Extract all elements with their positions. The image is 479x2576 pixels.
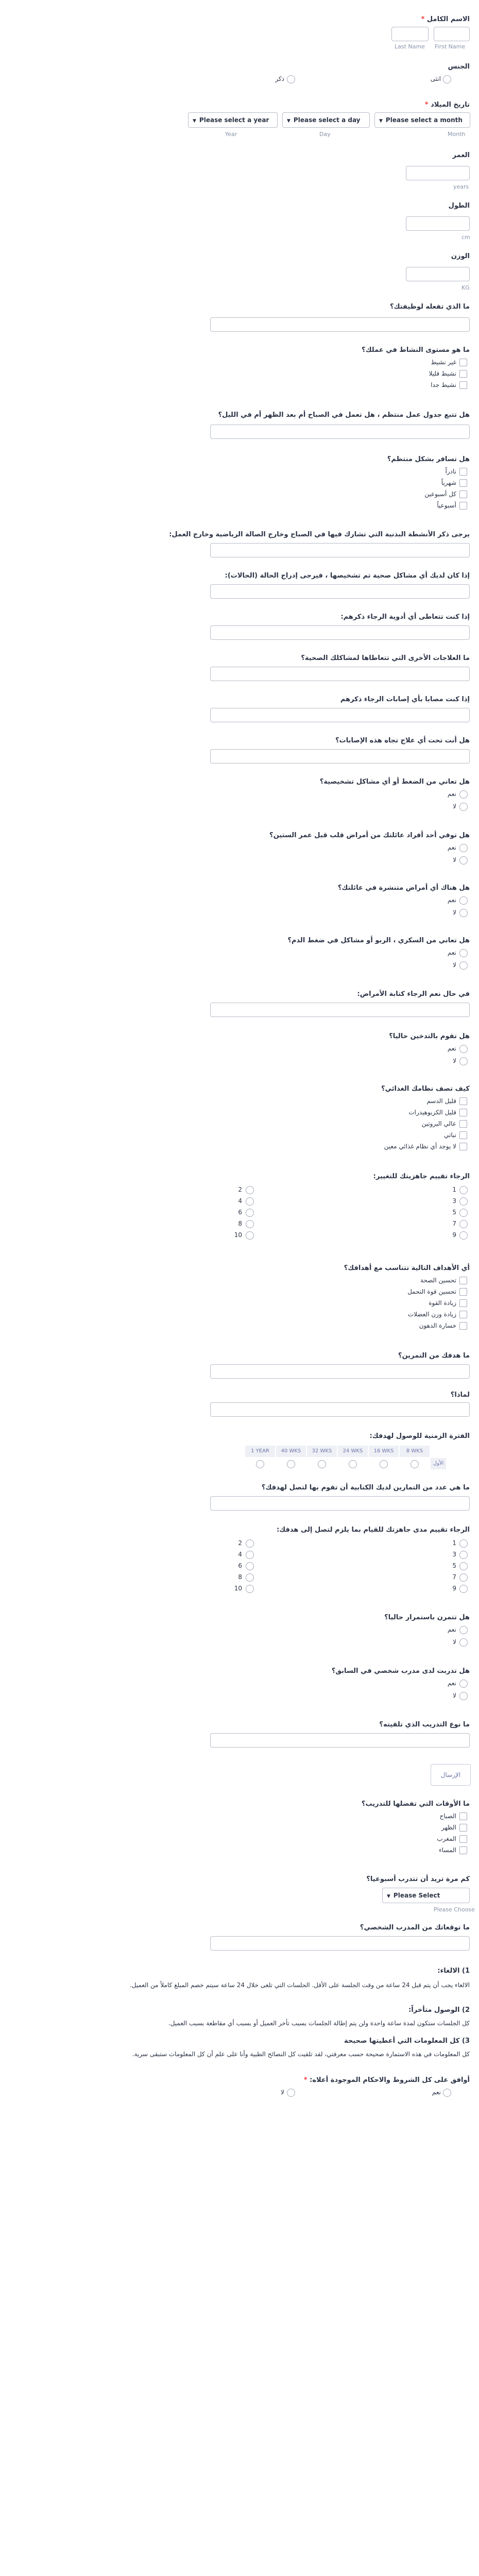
gender-option-male: ذكر	[275, 75, 284, 82]
chevron-down-icon: ▼	[287, 118, 290, 124]
gender-option-female: انثى	[430, 75, 441, 82]
readiness-radio-left-0[interactable]	[246, 1186, 254, 1194]
goals-check-3[interactable]	[459, 1299, 467, 1307]
sessions-label: ما هي عدد من التمارين لديك الكتابية أن تقوم بها لتصل لهدفك؟	[261, 1484, 470, 1492]
commit-value-right-2: 5	[452, 1562, 456, 1569]
per-week-select[interactable]: ▼ Please Select	[382, 1888, 470, 1903]
job-input[interactable]	[210, 317, 470, 332]
timeline-col-header: 24 WKS	[338, 1446, 368, 1457]
terms-cancel-text: الالغاء يجب أن يتم قبل 24 ساعة من وقت الجلسة على الأقل. الجلسات التي تلغى خلال 24 ساعة سيتم خصم المبلغ كاملاً من العميل.	[129, 1981, 470, 1989]
chevron-down-icon: ▼	[387, 1894, 390, 1899]
smoke-radio-no[interactable]	[459, 1057, 468, 1065]
trainer-radio-no[interactable]	[459, 1692, 468, 1700]
dob-year-sublabel: Year	[225, 131, 237, 138]
readiness-radio-right-1[interactable]	[459, 1197, 468, 1206]
readiness-value-right-2: 5	[452, 1209, 456, 1216]
readiness-radio-right-3[interactable]	[459, 1220, 468, 1228]
readiness-value-left-3: 8	[238, 1220, 242, 1227]
expectations-input[interactable]	[210, 1936, 470, 1951]
dob-month-sublabel: Month	[448, 131, 466, 138]
timeline-col-header: 16 WKS	[369, 1446, 399, 1457]
times-check-2[interactable]	[459, 1824, 467, 1832]
height-input[interactable]	[406, 216, 470, 231]
bp-option-yes: نعم	[447, 790, 456, 798]
diseases-input[interactable]	[210, 1003, 470, 1017]
commit-value-left-2: 6	[238, 1562, 242, 1569]
gender-radio-male[interactable]	[287, 75, 295, 83]
commit-radio-left-2[interactable]	[246, 1562, 254, 1570]
expectations-label: ما توقعاتك من المدرب الشخصي؟	[360, 1924, 470, 1931]
age-label: العمر	[452, 151, 470, 159]
times-check-3[interactable]	[459, 1835, 467, 1843]
travel-option-4: أسبوعياً	[437, 502, 456, 509]
activity-option-1: غير نشيط	[431, 359, 456, 366]
readiness-radio-left-2[interactable]	[246, 1209, 254, 1217]
age-unit: years	[453, 183, 469, 190]
timeline-radio[interactable]	[287, 1460, 295, 1468]
other-treatments-input[interactable]	[210, 667, 470, 681]
timeline-radio[interactable]	[318, 1460, 326, 1468]
goals-check-1[interactable]	[459, 1277, 467, 1284]
first-name-input[interactable]	[434, 27, 470, 41]
travel-check-3[interactable]	[459, 490, 467, 498]
times-label: ما الأوقات التي تفضلها للتدريب؟	[362, 1800, 470, 1808]
commit-value-right-4: 9	[452, 1585, 456, 1592]
readiness-value-left-4: 10	[234, 1231, 242, 1239]
travel-option-3: كل أسبوعين	[424, 490, 456, 498]
timeline-col-header: 32 WKS	[307, 1446, 337, 1457]
injuries-input[interactable]	[210, 708, 470, 722]
timeline-col-header: 8 WKS	[400, 1446, 430, 1457]
family-death-radio-yes[interactable]	[459, 844, 468, 852]
commit-value-right-0: 1	[452, 1539, 456, 1547]
goals-check-2[interactable]	[459, 1288, 467, 1296]
commit-radio-right-1[interactable]	[459, 1551, 468, 1559]
diet-option-3: عالي البروتين	[421, 1120, 456, 1127]
bp-radio-no[interactable]	[459, 803, 468, 811]
goals-check-5[interactable]	[459, 1322, 467, 1330]
readiness-radio-right-2[interactable]	[459, 1209, 468, 1217]
activity-check-3[interactable]	[459, 381, 467, 389]
injury-treatment-input[interactable]	[210, 749, 470, 764]
dob-label: تاريخ الميلاد *	[424, 101, 470, 109]
agree-option-no: لا	[281, 2089, 284, 2096]
activity-check-1[interactable]	[459, 359, 467, 366]
work-hours-label: هل تتبع جدول عمل منتظم ، هل تعمل في الصباح أم بعد الظهر أم في الليل؟	[218, 411, 470, 419]
activity-option-2: نشيط قليلا	[429, 370, 456, 377]
diabetes-option-no: لا	[453, 961, 456, 969]
smoke-option-no: لا	[453, 1057, 456, 1064]
activity-label: ما هو مستوى النشاط في عملك؟	[362, 346, 470, 354]
diet-option-1: قليل الدسم	[426, 1097, 456, 1105]
timeline-radio[interactable]	[349, 1460, 357, 1468]
terms-late-text: كل الجلسات ستكون لمدة ساعة واحدة ولن يتم إطالة الجلسات بسبب تأخر العميل أو بسبب أي مقاطعة بسبب العميل.	[168, 2020, 470, 2027]
per-week-label: كم مرة تريد أن تتدرب أسبوعيا؟	[366, 1875, 470, 1883]
travel-option-1: نادراً	[445, 468, 456, 475]
travel-check-4[interactable]	[459, 502, 467, 510]
timeline-radio[interactable]	[380, 1460, 388, 1468]
family-death-option-no: لا	[453, 856, 456, 863]
goals-option-4: زيادة وزن العضلات	[407, 1311, 456, 1318]
commit-radio-right-4[interactable]	[459, 1585, 468, 1593]
readiness-value-right-3: 7	[452, 1220, 456, 1227]
trainer-option-yes: نعم	[447, 1680, 456, 1687]
commit-radio-right-2[interactable]	[459, 1562, 468, 1570]
timeline-radio[interactable]	[410, 1460, 419, 1468]
conditions-input[interactable]	[210, 584, 470, 599]
timeline-col-header: 40 WKS	[276, 1446, 306, 1457]
commit-label: الرجاء تقييم مدى جاهزتك للقيام بما يلزم لتصل إلى هدفك:	[277, 1526, 470, 1534]
terms-info-text: كل المعلومات في هذه الاستمارة صحيحة حسب معرفتي، لقد تلقيت كل النصائح الطبية وأنا على علم أن كل المعلومات ستبقى سرية.	[132, 2050, 470, 2058]
gender-radio-female[interactable]	[443, 75, 451, 83]
sessions-input[interactable]	[210, 1496, 470, 1511]
work-hours-input[interactable]	[210, 425, 470, 439]
smoke-radio-yes[interactable]	[459, 1045, 468, 1053]
diet-check-4[interactable]	[459, 1131, 467, 1139]
goals-option-5: خسارة الدهون	[419, 1322, 456, 1329]
family-disease-label: هل هناك أي أمراض متنشرة في عائلتك؟	[337, 884, 470, 892]
diabetes-radio-yes[interactable]	[459, 949, 468, 957]
terms-info-heading: 3) كل المعلومات التي أعطيتها صحيحة	[344, 2037, 470, 2045]
agree-radio-no[interactable]	[287, 2089, 295, 2097]
why-input[interactable]	[210, 1402, 470, 1417]
diet-check-1[interactable]	[459, 1097, 467, 1105]
readiness-radio-right-0[interactable]	[459, 1186, 468, 1194]
timeline-radio[interactable]	[256, 1460, 264, 1468]
job-label: ما الذي تفعله لوظيفتك؟	[390, 303, 470, 311]
dob-month-select[interactable]: ▼ Please select a month	[374, 112, 470, 128]
family-disease-option-no: لا	[453, 909, 456, 916]
training-type-input[interactable]	[210, 1733, 470, 1748]
activity-check-2[interactable]	[459, 370, 467, 378]
goals-option-1: تحسين الصحة	[420, 1277, 456, 1284]
diseases-label: في حال نعم الرجاء كتابة الأمراض:	[357, 990, 470, 998]
weight-unit: KG	[461, 284, 470, 291]
meds-label: إذا كنت تتعاطى أي أدوية الرجاء ذكرهم:	[340, 613, 470, 621]
other-treatments-label: ما العلاجات الأخرى التي تتعاطاها لمشاكلك الصحية؟	[301, 654, 470, 662]
why-label: لماذا؟	[450, 1391, 470, 1399]
smoke-label: هل تقوم بالتدخين حاليا؟	[389, 1032, 470, 1040]
family-death-radio-no[interactable]	[459, 856, 468, 865]
training-goal-label: ما هدفك من التمرين؟	[398, 1352, 470, 1360]
gym-now-label: هل تتمرن باستمرار حاليا؟	[384, 1614, 470, 1621]
sports-input[interactable]	[210, 543, 470, 557]
bp-option-no: لا	[453, 803, 456, 810]
travel-check-2[interactable]	[459, 479, 467, 487]
diabetes-label: هل تعاني من السكري ، الربو أو مشاكل في ضغط الدم؟	[287, 937, 470, 944]
timeline-row-label: الأول	[431, 1458, 446, 1469]
commit-value-left-3: 8	[238, 1573, 242, 1581]
commit-value-left-0: 2	[238, 1539, 242, 1547]
gym-now-radio-no[interactable]	[459, 1638, 468, 1647]
last-name-input[interactable]	[391, 27, 429, 41]
injuries-label: إذا كنت مصابا بأي إصابات الرجاء ذكرهم	[340, 696, 470, 703]
readiness-radio-left-1[interactable]	[246, 1197, 254, 1206]
family-disease-option-yes: نعم	[447, 896, 456, 904]
diet-option-5: لا يوجد أي نظام غذائي معين	[384, 1143, 456, 1150]
times-check-1[interactable]	[459, 1812, 467, 1820]
add-button[interactable]: الإرسال	[431, 1764, 471, 1786]
readiness-radio-left-3[interactable]	[246, 1220, 254, 1228]
smoke-option-yes: نعم	[447, 1045, 456, 1052]
sports-label: يرجى ذكر الأنشطة البدنية التي تشارك فيها في الصباح وخارج الصالة الرياضية وخارج العمل:	[169, 531, 470, 538]
family-death-option-yes: نعم	[447, 844, 456, 851]
dob-day-select[interactable]: ▼ Please select a day	[282, 112, 370, 128]
terms-cancel-heading: 1) الالغاء:	[437, 1967, 470, 1975]
readiness-value-right-1: 3	[452, 1197, 456, 1205]
times-option-2: الظهر	[441, 1824, 456, 1831]
gym-now-radio-yes[interactable]	[459, 1626, 468, 1634]
family-disease-radio-no[interactable]	[459, 909, 468, 917]
goals-check-4[interactable]	[459, 1311, 467, 1318]
activity-option-3: نشيط جدا	[431, 381, 456, 388]
commit-value-right-3: 7	[452, 1573, 456, 1581]
bp-label: هل تعاني من الضغط أو أي مشاكل تشخيصية؟	[319, 778, 470, 786]
commit-radio-right-0[interactable]	[459, 1539, 468, 1548]
readiness-value-left-2: 6	[238, 1209, 242, 1216]
last-name-sublabel: Last Name	[395, 43, 425, 50]
gym-now-option-yes: نعم	[447, 1626, 456, 1633]
weight-input[interactable]	[406, 267, 470, 281]
commit-value-right-1: 3	[452, 1551, 456, 1558]
readiness-radio-right-4[interactable]	[459, 1231, 468, 1240]
commit-radio-left-1[interactable]	[246, 1551, 254, 1559]
timeline-col-header: 1 YEAR	[245, 1446, 275, 1457]
training-goal-input[interactable]	[210, 1364, 470, 1379]
times-option-4: المساء	[439, 1846, 456, 1854]
diet-check-5[interactable]	[459, 1143, 467, 1150]
timeline-label: الفترة الزمنية للوصول لهدفك:	[369, 1432, 470, 1440]
goals-label: أي الأهداف التالية تتناسب مع أهدافك؟	[344, 1264, 470, 1272]
meds-input[interactable]	[210, 625, 470, 640]
readiness-label: الرجاء تقييم جاهزيتك للتغيير:	[373, 1173, 470, 1180]
readiness-value-right-0: 1	[452, 1186, 456, 1193]
diet-label: كيف تصف نظامك الغذائي؟	[381, 1085, 470, 1093]
agree-label: أوافق على كل الشروط والاحكام الموجودة أعلاه: *	[303, 2076, 470, 2084]
conditions-label: إذا كان لديك أي مشاكل صحية تم تشخيصها ، فيرجى إدراج الحالة (الحالات):	[225, 572, 470, 580]
diabetes-radio-no[interactable]	[459, 961, 468, 970]
trainer-radio-yes[interactable]	[459, 1680, 468, 1688]
terms-late-heading: 2) الوصول متأخراً:	[408, 2006, 470, 2014]
family-disease-radio-yes[interactable]	[459, 896, 468, 905]
readiness-value-right-4: 9	[452, 1231, 456, 1239]
commit-radio-left-4[interactable]	[246, 1585, 254, 1593]
goals-option-2: تحسين قوة التحمل	[407, 1288, 456, 1295]
travel-option-2: شهرياً	[441, 479, 456, 486]
height-label: الطول	[448, 202, 470, 210]
height-unit: cm	[461, 234, 470, 241]
readiness-value-left-0: 2	[238, 1186, 242, 1193]
per-week-sublabel: Please Choose	[434, 1906, 475, 1913]
bp-radio-yes[interactable]	[459, 790, 468, 799]
full-name-label: الاسم الكامل *	[421, 15, 470, 23]
agree-option-yes: نعم	[432, 2089, 441, 2096]
times-option-1: الصباح	[439, 1812, 456, 1820]
gender-label: الجنس	[448, 63, 470, 71]
readiness-value-left-1: 4	[238, 1197, 242, 1205]
diet-option-4: نباتي	[444, 1131, 456, 1139]
gym-now-option-no: لا	[453, 1638, 456, 1646]
commit-value-left-4: 10	[234, 1585, 242, 1592]
training-type-label: ما نوع التدريب الذي تلقيته؟	[379, 1721, 470, 1728]
diet-check-3[interactable]	[459, 1120, 467, 1128]
diabetes-option-yes: نعم	[447, 949, 456, 956]
commit-radio-left-0[interactable]	[246, 1539, 254, 1548]
trainer-label: هل تدربت لدى مدرب شخصي في السابق؟	[331, 1667, 470, 1675]
chevron-down-icon: ▼	[193, 118, 196, 124]
dob-year-select[interactable]: ▼ Please select a year	[188, 112, 278, 128]
chevron-down-icon: ▼	[379, 118, 383, 124]
trainer-option-no: لا	[453, 1692, 456, 1699]
agree-radio-yes[interactable]	[443, 2089, 451, 2097]
injury-treatment-label: هل أنت تحت أي علاج تجاه هذه الإصابات؟	[335, 737, 470, 744]
first-name-sublabel: First Name	[435, 43, 466, 50]
commit-value-left-1: 4	[238, 1551, 242, 1558]
travel-label: هل تسافر بشكل منتظم؟	[387, 455, 470, 463]
readiness-radio-left-4[interactable]	[246, 1231, 254, 1240]
weight-label: الوزن	[451, 252, 470, 260]
diet-check-2[interactable]	[459, 1109, 467, 1116]
family-death-label: هل توفي أحد أفراد عائلتك من أمراض قلب قبل عمر الستين؟	[269, 832, 470, 839]
goals-option-3: زيادة القوة	[429, 1299, 456, 1307]
travel-check-1[interactable]	[459, 468, 467, 476]
commit-radio-left-3[interactable]	[246, 1573, 254, 1582]
diet-option-2: قليل الكربوهيدرات	[408, 1109, 456, 1116]
commit-radio-right-3[interactable]	[459, 1573, 468, 1582]
age-input[interactable]	[406, 166, 470, 180]
times-check-4[interactable]	[459, 1846, 467, 1854]
times-option-3: المغرب	[437, 1835, 456, 1842]
dob-day-sublabel: Day	[319, 131, 331, 138]
